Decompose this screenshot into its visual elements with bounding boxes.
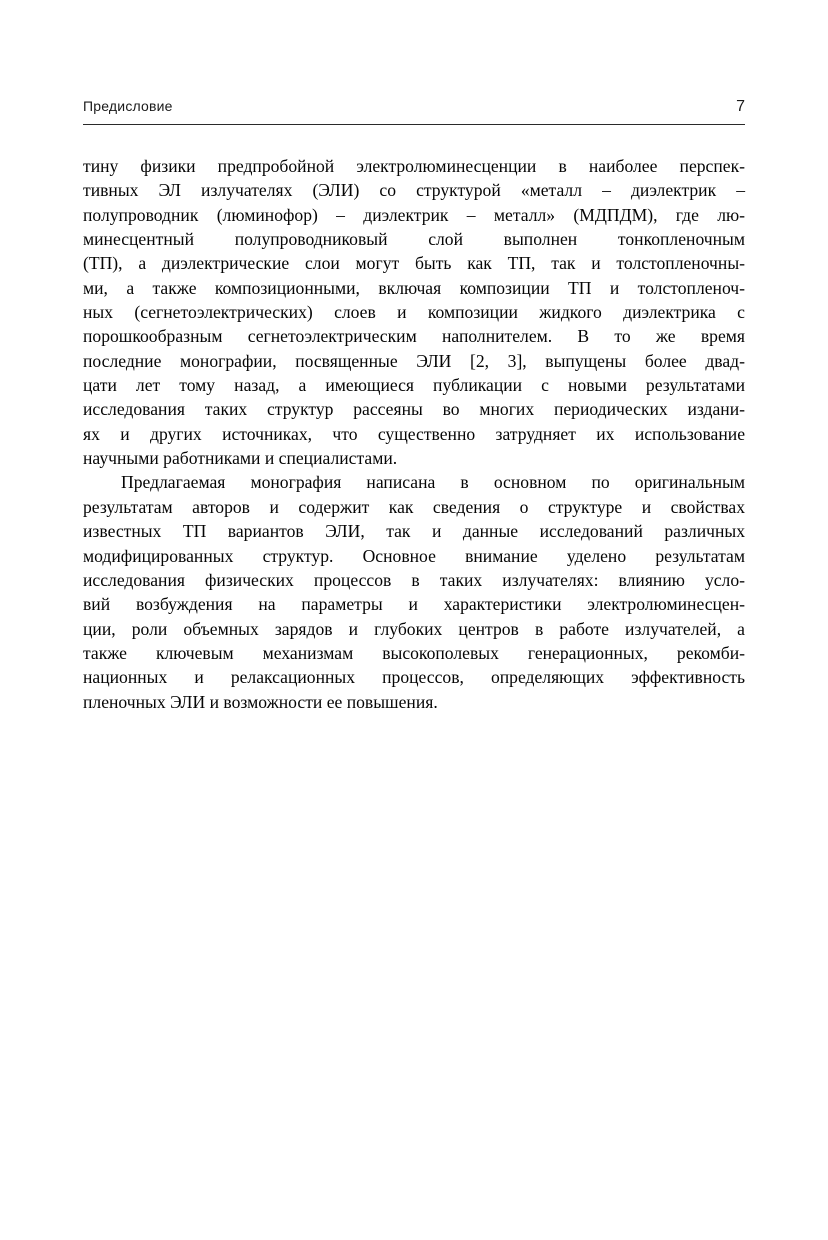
text-line: тину физики предпробойной электролюминесценции в наиболее перспек- — [83, 156, 745, 176]
body-text — [83, 154, 745, 714]
text-line: исследования физических процессов в таких излучателях: влиянию усло- — [83, 569, 745, 590]
text-line: также ключевым механизмам высокополевых генерационных, рекомби- — [83, 642, 745, 663]
page-number: 7 — [736, 98, 745, 115]
text-line: ции, роли объемных зарядов и глубоких центров в работе излучателей, а — [83, 618, 745, 639]
running-header — [83, 98, 745, 116]
text-line: Предлагаемая монография написана в основном по оригинальным — [121, 472, 745, 493]
text-line: цати лет тому назад, а имеющиеся публикации с новыми результатами — [83, 375, 745, 396]
text-line: последние монографии, посвященные ЭЛИ [2, 3], выпущены более двад- — [83, 350, 745, 371]
text-line: исследования таких структур рассеяны во многих периодических издани- — [83, 399, 745, 420]
text-line: вий возбуждения на параметры и характеристики электролюминесцен- — [83, 594, 745, 615]
text-line: минесцентный полупроводниковый слой выполнен тонкопленочным — [83, 229, 745, 250]
header-rule — [83, 124, 745, 125]
text-line: ми, а также композиционными, включая композиции ТП и толстопленоч- — [83, 277, 745, 298]
paragraph — [83, 470, 745, 713]
text-line: ных (сегнетоэлектрических) слоев и композиции жидкого диэлектрика с — [83, 302, 745, 323]
paragraph — [83, 154, 745, 470]
text-line: национных и релаксационных процессов, определяющих эффективность — [83, 667, 745, 688]
text-line: тивных ЭЛ излучателях (ЭЛИ) со структурой «металл – диэлектрик – — [83, 180, 745, 201]
text-line: научными работниками и специалистами. — [83, 448, 398, 469]
text-line: результатам авторов и содержит как сведения о структуре и свойствах — [83, 496, 745, 517]
running-title: Предисловие — [83, 98, 173, 114]
text-line: порошкообразным сегнетоэлектрическим наполнителем. В то же время — [83, 326, 745, 347]
text-line: (ТП), а диэлектрические слои могут быть как ТП, так и толстопленочны- — [83, 253, 745, 274]
text-line: полупроводник (люминофор) – диэлектрик – металл» (МДПДМ), где лю- — [83, 204, 745, 225]
text-line: пленочных ЭЛИ и возможности ее повышения. — [83, 691, 438, 712]
text-line: ях и других источниках, что существенно затрудняет их использование — [83, 423, 745, 444]
text-line: модифицированных структур. Основное внимание уделено результатам — [83, 545, 745, 566]
text-line: известных ТП вариантов ЭЛИ, так и данные исследований различных — [83, 521, 745, 542]
